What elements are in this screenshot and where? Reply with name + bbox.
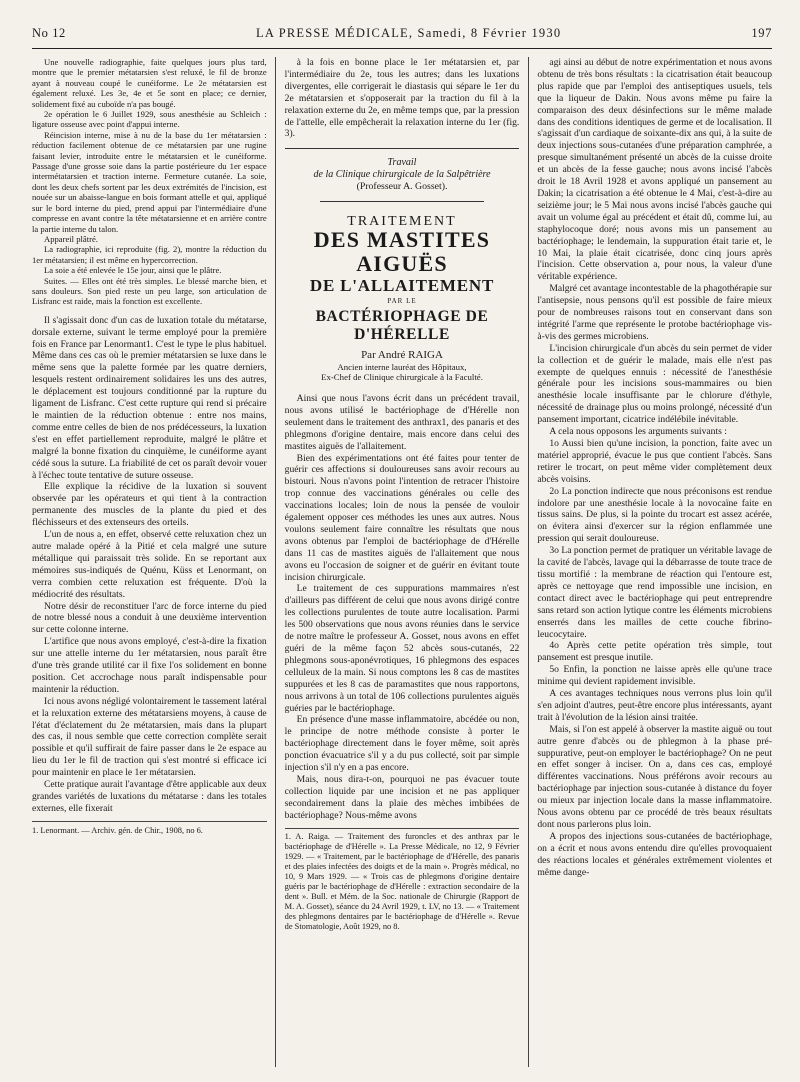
paragraph: En présence d'une masse inflammatoire, abcédée ou non, le principe de notre méthode consiste à porter le bactériophage directement dans le foyer même, soit après ponction évacuatrice s'il y a du pus collecté, soit par simple injection s'il n'y en a pas encore. (284, 714, 520, 774)
paragraph: Une nouvelle radiographie, faite quelques jours plus tard, montre que le premier métatarsien s'est reluxé, le fil de bronze ayant à nouveau coupé le cunéiforme. Le 2e métatarsien est également reluxé. Les 3e, 4e et 5e sont en place; ce dernier, solidement fixé au cuboïde n'a pas bougé. (32, 57, 267, 109)
page-header (32, 26, 772, 49)
paragraph: Appareil plâtré. (44, 233, 98, 244)
paragraph: Suites. — Elles ont été très simples. Le blessé marche bien, et sans douleurs. Son pied reste un peu large, son articulation de Lisfranc est raide, mais la fonction est excellente. (32, 275, 267, 307)
text-columns (32, 57, 772, 1067)
paragraph: 4o Après cette petite opération très simple, tout pansement est presque inutile. (537, 640, 773, 664)
paragraph: 1o Aussi bien qu'une incision, la ponction, faite avec un matériel approprié, évacue le pus que contient l'abcès. Sans retirer le trocart, on peut même vider complètement deux abcès voisins. (537, 438, 773, 485)
paragraph: Ici nous avons négligé volontairement le tassement latéral et la reluxation externe des métatarsiens moyens, à cause de l'état d'éclatement du 2e métatarsien, mais dans la plupart des cas, il nous semble que cette correction complète serait possible et qu'il suffirait de faire passer dans le 2e espace au lieu du 1er le fil de traction qui s'est montré si efficace ici pour maintenir en place le 1er métatarsien. (32, 695, 267, 779)
footnote: 1. Lenormant. — Archiv. gén. de Chir., 1908, no 6. (32, 821, 267, 837)
separator (285, 148, 520, 149)
author-info-line: Ex-Chef de Clinique chirurgicale à la Faculté. (321, 372, 483, 383)
section-clinic: de la Clinique chirurgicale de la Salpêtrière (313, 169, 491, 181)
article-title-line4: BACTÉRIOPHAGE DE D'HÉRELLE (315, 308, 489, 344)
paragraph: Elle explique la récidive de la luxation si souvent observée par les opérateurs et qui tient à la contraction permanente des muscles de la plante du pied et des fléchisseurs et des extenseurs des orteils. (32, 481, 267, 529)
paragraph: Cette pratique aurait l'avantage d'être applicable aux deux grandes variétés de luxations du métatarse : dans les totales externes, elle fixerait (32, 779, 267, 814)
paragraph: La radiographie, ici reproduite (fig. 2), montre la réduction du 1er métatarsien; il est même en hypercorrection. (32, 244, 267, 265)
paragraph: agi ainsi au début de notre expérimentation et nous avons obtenu de très bons résultats : la cicatrisation était beaucoup plus rapide que par l'emploi des antiseptiques usuels, tels que la liqueur de Dakin. Nous avons même pu faire la comparaison des deux désinfections sur le même malade dans des conditions identiques de germe et de localisation. Il s'agissait d'un cardiaque de soixante-dix ans qui, à la suite de deux injections sous-cutanées d'une préparation camphrée, a presque simultanément présenté un abcès de la cuisse droite et un abcès de la fesse gauche; nous avons incisé l'abcès droit le 18 Avril 1928 et avons appliqué un pansement au Dakin; la cicatrisation a été obtenue le 4 Mai, c'est-à-dire au seizième jour; le 5 Mai nous avons incisé l'abcès gauche qui avait un volume égal au précédent et était dû, comme lui, au staphylocoque doré; nous avons mis un pansement au bactériophage; le lendemain, la suppuration était tarie et, le 10 Mai, la plaie était cicatrisée, donc cinq jours après l'incision. Cette observation a, pour nous, la valeur d'une véritable expérience. (537, 57, 773, 283)
paragraph: 3o La ponction permet de pratiquer un véritable lavage de la cavité de l'abcès, lavage qui la débarrasse de toute trace de tissu mortifié : la membrane de réaction qui l'entoure est, après ce nettoyage que rend impossible une incision, en contact direct avec le bactériophage qui peut entreprendre sans retard son action lytique contre les éléments microbiens enserrés dans les mailles de cette couche fibrino-leucocytaire. (537, 545, 773, 640)
section-professor: (Professeur A. Gosset). (356, 181, 448, 193)
article-title-line3: DE L'ALLAITEMENT (309, 276, 495, 296)
paragraph: Il s'agissait donc d'un cas de luxation totale du métatarse, dorsale externe, suivant le terme employé pour la première fois en France par Lenormant1. C'est le type le plus habituel. Même dans ces cas où le premier métatarsien se luxe dans le même sens que la palette formée par les quatre derniers, lesquels restent ordinairement solidaires les uns des autres, le déplacement est toujours conditionné par la rupture du ligament de Lisfranc. C'est cette rupture qui rend si précaire le maintien de la réduction obtenue : entre nos mains, comme entre celles de bien de nos prédécesseurs, la luxation s'est en effet partiellement reproduite, malgré le plâtre et malgré la bonne fixation du cinquième, le cunéiforme ayant cédé sous la suture. La friabilité de cet os paraît devoir vouer à l'échec toute tentative de suture osseuse. (32, 314, 267, 481)
article-title-line2: DES MASTITES AIGUËS (313, 227, 491, 277)
article-title-line1: TRAITEMENT (347, 214, 457, 230)
paragraph: Notre désir de reconstituer l'arc de force interne du pied de notre blessé nous a conduit à une deuxième intervention sur cette colonne interne. (32, 600, 267, 636)
paragraph: à la fois en bonne place le 1er métatarsien et, par l'intermédiaire du 2e, tous les autres; dans les luxations divergentes, elle corrigerait le diastasis qui sépare le 1er du 2e métatarsien et s'opposerait par la traction du fil à la relaxation externe du 2e, en même temps que, par la pression de l'attelle, elle empêcherait la relaxation interne du 1er (fig. 3). (284, 57, 520, 140)
paragraph: L'un de nous a, en effet, observé cette reluxation chez un autre malade opéré à la Pitié et cela malgré une suture métallique qui paraissait très solide. En se reportant aux mémoires sus-indiqués de Quénu, Küss et Lenormant, on verra combien cette reluxation est fréquente. D'où la médiocrité des résultats. (32, 529, 267, 600)
journal-title: LA PRESSE MÉDICALE, Samedi, 8 Février 1930 (256, 26, 562, 40)
paragraph: A cela nous opposons les arguments suivants : (549, 426, 727, 438)
paragraph: Bien des expérimentations ont été faites pour tenter de guérir ces affections si douloureuses sans avoir recours au bistouri. Nous n'avons point l'intention de retracer l'histoire trop connue des vaccinations générales ou celle des vaccinations locales; loin de nous la pensée de vouloir également opposer ces méthodes les unes aux autres. Nous voulons seulement faire connaître les résultats que nous avons obtenus par l'emploi de bactériophage de d'Hérelle dans 11 cas de mastites aiguës de l'allaitement que nous avons eu l'occasion de soigner et de guérir en évitant toute incision chirurgicale. (284, 452, 520, 583)
paragraph: Réincision interne, mise à nu de la base du 1er métatarsien : réduction facilement obtenue de ce métatarsien par une rugine faisant levier, introduite entre le métatarsien et le cunéiforme. Passage d'une grosse soie dans la partie postérieure du 1er espace intermétatarsien et traction interne. Fermeture cutanée. La soie, dont les deux chefs sortent par les deux extrémités de l'incision, est nouée sur un abaisse-langue en bois formant attelle et qui, appliqué sur le bord interne du pied, prend appui par l'intermédiaire d'une compresse en avant contre la tête métatarsienne et en arrière contre la partie interne du talon. (32, 129, 267, 234)
issue-number: No 12 (32, 26, 66, 40)
author-name: Par André RAIGA (361, 349, 443, 362)
column-3 (529, 57, 772, 1067)
author-info (285, 362, 520, 383)
section-label: Travail (387, 157, 417, 169)
case-report (32, 57, 267, 307)
paragraph: Malgré cet avantage incontestable de la phagothérapie sur l'antisepsie, nous pensons qu'il est possible de faire mieux pour de nombreuses raisons tout en conservant dans son intégrité l'arme que représente le protobe bactériophage vis-à-vis des germes microbiens. (537, 283, 773, 342)
paragraph: Ainsi que nous l'avons écrit dans un précédent travail, nous avons utilisé le bactériophage de d'Hérelle non seulement dans le traitement des anthrax1, des panaris et des phlegmons d'origine dentaire, mais encore dans celui des mastites aiguës de l'allaitement. (284, 392, 520, 452)
paragraph: L'incision chirurgicale d'un abcès du sein permet de vider la collection et de guérir le malade, mais elle n'est pas exempte de quelques ennuis : nécessité de l'anesthésie générale pour les incisions sous-mammaires ou bien anesthésie locale insuffisante par le chlorure d'éthyle, nécessité de drainage plus ou moins prolongé, nécessité d'un pansement important, cicatrice indélébile inévitable. (537, 342, 773, 426)
paragraph: 2e opération le 6 Juillet 1929, sous anesthésie au Schleich : ligature osseuse avec point d'appui interne. (32, 109, 267, 130)
paragraph: Le traitement de ces suppurations mammaires n'est d'ailleurs pas différent de celui que nous avons dirigé contre les collections purulentes de toute autre localisation. Parmi les 500 observations que nous avons réunies dans le service de notre maître le professeur A. Gosset, nous avons en effet guéri de la même façon 52 abcès sous-cutanés, 22 phlegmons sous-aponévrotiques, 16 phlegmons des espaces celluleux de la main. Si nous comptons les 8 cas de mastites suppurées et les 8 cas de paramastites que nous rapportons, nous arrivons à un total de 106 collections purulentes aiguës guéries par le bactériophage. (284, 583, 520, 714)
paragraph: A ces avantages techniques nous verrons plus loin qu'il s'en adjoint d'autres, peut-être encore plus intéressants, ayant trait à l'évolution de la lésion ainsi traitée. (537, 688, 773, 723)
footnote-text: 1. A. Raiga. — Traitement des furoncles et des anthrax par le bactériophage de d'Hérelle ». La Presse Médicale, no 12, 9 Février 1929. — « Traitement, par le bactériophage de d'Hérelle, des panaris et des plaies infectées des doigts et de la main ». Progrès médical, no 10, 9 Mars 1929. — « Trois cas de phlegmons d'origine dentaire guéris par le bactériophage de d'Hérelle : extraction secondaire de la dent ». Bull. et Mém. de la Soc. nationale de Chirurgie (Rapport de M. A. Gosset), séance du 24 Avril 1929, t. LV, no 13. — « Traitement des phlegmons dentaires par le bactériophage de d'Hérelle ». Revue de Stomatologie, Août 1929, no 8. (284, 831, 520, 931)
paragraph: La soie a été enlevée le 15e jour, ainsi que le plâtre. (44, 265, 222, 276)
paragraph: A propos des injections sous-cutanées de bactériophage, on a écrit et nous avons entendu dire qu'elles provoquaient des réactions locales et générales extrêmement violentes et même dange- (537, 830, 773, 878)
article-title-par: PAR LE (387, 297, 417, 306)
column-1 (32, 57, 275, 1067)
paragraph: 2o La ponction indirecte que nous préconisons est rendue indolore par une anesthésie locale à la novocaïne faite en tissus sains. De plus, si la pointe du trocart est assez acérée, on évitera ainsi d'exercer sur la région enflammée une pression qui serait douloureuse. (537, 485, 773, 545)
footnote (285, 828, 520, 932)
paragraph: 5o Enfin, la ponction ne laisse après elle qu'une trace minime qui devient rapidement invisible. (537, 664, 773, 688)
author-info-line: Ancien interne lauréat des Hôpitaux, (337, 361, 467, 372)
paragraph: L'artifice que nous avons employé, c'est-à-dire la fixation sur une attelle interne du 1er métatarsien, nous paraît être d'une très grande utilité car il fixe l'os solidement en bonne position. Cet accrochage nous paraît indispensable pour maintenir la réduction. (32, 636, 267, 695)
paragraph: Mais, si l'on est appelé à observer la mastite aiguë ou tout autre genre d'abcès ou de phlegmon à la phase pré-suppurative, peut-on employer le bactériophage? On ne peut en effet songer à inciser. On a, dans ces cas, employé différentes vaccinations. Nous préférons avoir recours au bactériophage par injection sous-cutanée à distance du foyer ou mieux par injection locale dans la masse inflammatoire. Nous avons obtenu par ce procédé de très beaux résultats dont nous parlerons plus loin. (537, 723, 773, 830)
paragraph: Mais, nous dira-t-on, pourquoi ne pas évacuer toute collection liquide par une incision et ne pas appliquer secondairement dans la plaie des mèches imbibées de bactériophage? Nous-même avons (284, 773, 520, 821)
page-number: 197 (751, 26, 772, 40)
column-2 (275, 57, 530, 1067)
title-separator (320, 201, 484, 202)
